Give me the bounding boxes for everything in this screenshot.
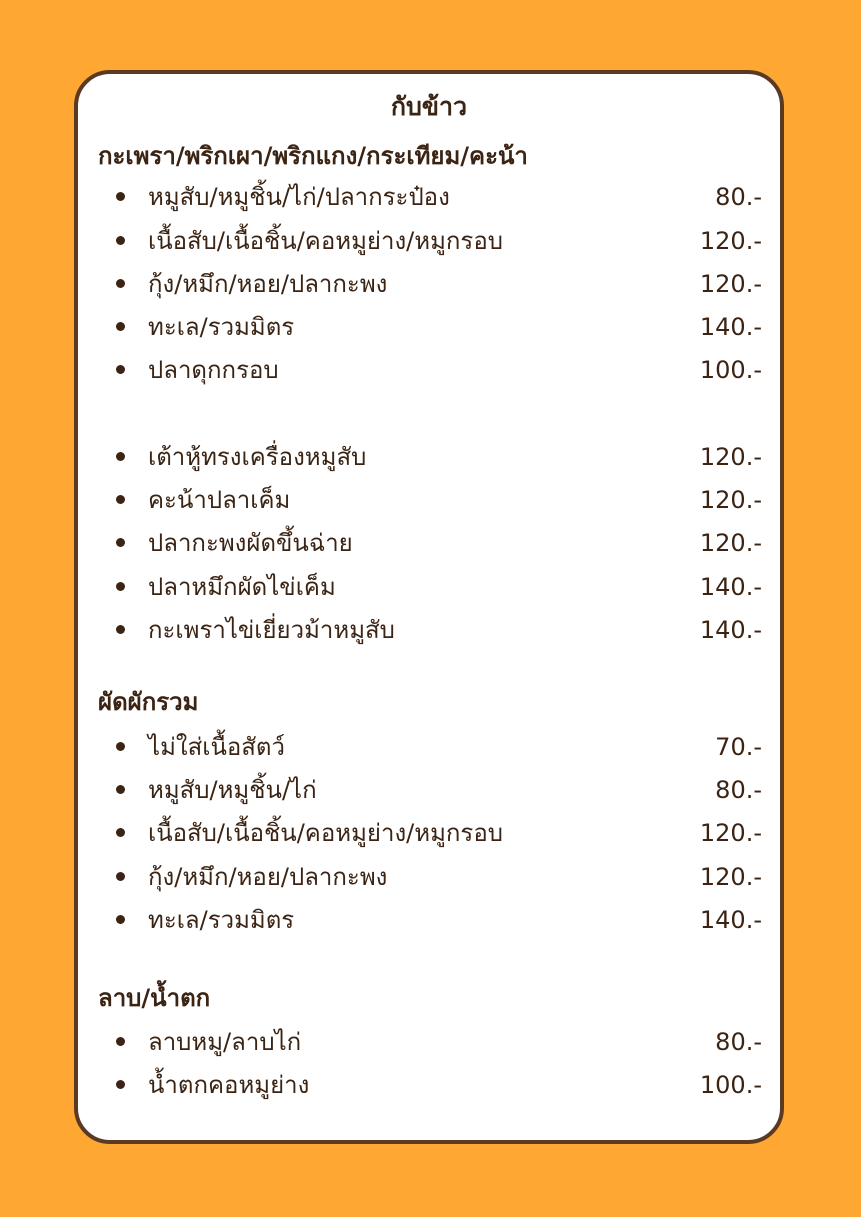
item-name: เนื้อสับ/เนื้อชิ้น/คอหมูย่าง/หมูกรอบ: [148, 819, 503, 847]
item-name: หมูสับ/หมูชิ้น/ไก่/ปลากระป๋อง: [148, 183, 450, 211]
item-price: 140.-: [699, 906, 762, 934]
item-price: 120.-: [699, 486, 762, 514]
menu-item: [116, 180, 762, 214]
item-price: 80.-: [715, 1028, 762, 1056]
bullet-icon: [116, 452, 125, 461]
bullet-icon: [116, 582, 125, 591]
menu-item: [116, 483, 762, 517]
item-name: ทะเล/รวมมิตร: [148, 313, 295, 341]
item-name: หมูสับ/หมูชิ้น/ไก่: [148, 776, 317, 804]
menu-item: [116, 310, 762, 344]
bullet-icon: [116, 365, 125, 374]
menu-item: [116, 440, 762, 474]
bullet-icon: [116, 1037, 125, 1046]
section-heading-kaphrao: กะเพรา/พริกเผา/พริกแกง/กระเทียม/คะน้า: [98, 142, 528, 170]
item-price: 80.-: [715, 183, 762, 211]
item-name: ลาบหมู/ลาบไก่: [148, 1028, 302, 1056]
item-price: 120.-: [699, 529, 762, 557]
bullet-icon: [116, 915, 125, 924]
item-name: ไม่ใส่เนื้อสัตว์: [148, 733, 285, 761]
bullet-icon: [116, 872, 125, 881]
bullet-icon: [116, 1080, 125, 1089]
item-price: 120.-: [699, 443, 762, 471]
bullet-icon: [116, 625, 125, 634]
bullet-icon: [116, 538, 125, 547]
menu-item: [116, 903, 762, 937]
item-name: ปลาดุกกรอบ: [148, 356, 279, 384]
menu-item: [116, 526, 762, 560]
bullet-icon: [116, 192, 125, 201]
item-name: กุ้ง/หมึก/หอย/ปลากะพง: [148, 863, 388, 891]
item-name: เต้าหู้ทรงเครื่องหมูสับ: [148, 443, 367, 471]
menu-item: [116, 570, 762, 604]
menu-item: [116, 816, 762, 850]
menu-item: [116, 773, 762, 807]
menu-card: [74, 70, 784, 1144]
item-price: 100.-: [699, 1071, 762, 1099]
menu-item: [116, 613, 762, 647]
item-price: 140.-: [699, 616, 762, 644]
bullet-icon: [116, 828, 125, 837]
item-name: ทะเล/รวมมิตร: [148, 906, 295, 934]
item-price: 120.-: [699, 227, 762, 255]
item-price: 70.-: [715, 733, 762, 761]
item-price: 140.-: [699, 573, 762, 601]
menu-item: [116, 267, 762, 301]
item-price: 80.-: [715, 776, 762, 804]
bullet-icon: [116, 322, 125, 331]
bullet-icon: [116, 236, 125, 245]
menu-item: [116, 730, 762, 764]
menu-item: [116, 1068, 762, 1102]
bullet-icon: [116, 785, 125, 794]
section-heading-larb: ลาบ/น้ำตก: [98, 984, 211, 1012]
menu-item: [116, 353, 762, 387]
item-name: เนื้อสับ/เนื้อชิ้น/คอหมูย่าง/หมูกรอบ: [148, 227, 503, 255]
menu-title: กับข้าว: [390, 92, 468, 121]
section-heading-stir-fried-vegetables: ผัดผักรวม: [98, 688, 199, 716]
menu-item: [116, 224, 762, 258]
item-name: กะเพราไข่เยี่ยวม้าหมูสับ: [148, 616, 395, 644]
item-name: ปลาหมึกผัดไข่เค็ม: [148, 573, 336, 601]
item-price: 120.-: [699, 819, 762, 847]
item-price: 120.-: [699, 863, 762, 891]
bullet-icon: [116, 279, 125, 288]
item-price: 120.-: [699, 270, 762, 298]
item-name: น้ำตกคอหมูย่าง: [148, 1071, 310, 1099]
item-price: 100.-: [699, 356, 762, 384]
bullet-icon: [116, 495, 125, 504]
bullet-icon: [116, 742, 125, 751]
item-name: ปลากะพงผัดขึ้นฉ่าย: [148, 529, 353, 557]
item-price: 140.-: [699, 313, 762, 341]
menu-item: [116, 860, 762, 894]
menu-item: [116, 1025, 762, 1059]
item-name: กุ้ง/หมึก/หอย/ปลากะพง: [148, 270, 388, 298]
item-name: คะน้าปลาเค็ม: [148, 486, 291, 514]
